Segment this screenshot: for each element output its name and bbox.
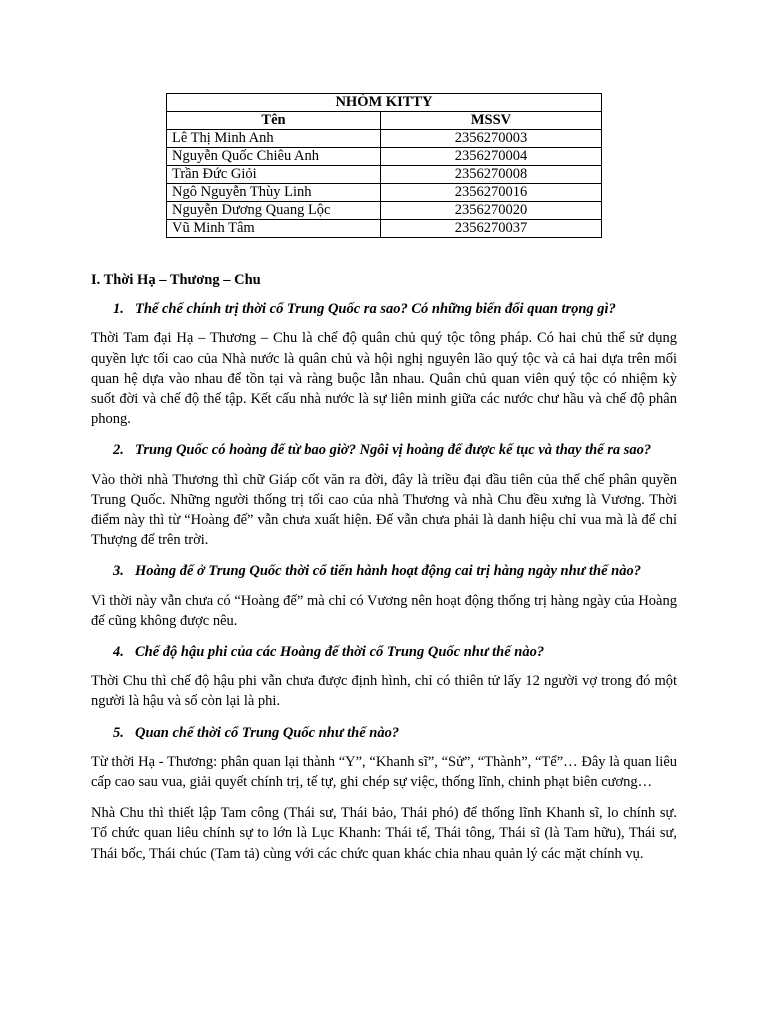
document-body bbox=[91, 270, 677, 875]
table-row bbox=[167, 202, 602, 220]
answer-paragraph: Vì thời này vẫn chưa có “Hoàng đế” mà chỉ có Vương nên hoạt động thống trị hàng ngày của Hoàng đế cũng không được nêu. bbox=[91, 592, 677, 629]
answer-paragraph: Thời Tam đại Hạ – Thương – Chu là chế độ quân chủ quý tộc tông pháp. Có hai chủ thể sử dụng quyền lực tối cao của Nhà nước là quân chủ và hội nghị nguyên lão quý tộc và cả hai dựa trên mối quan hệ dựa vào nhau để tồn tại và ràng buộc lẫn nhau. Quân chủ quan viên quý tộc có nhiệm kỳ suốt đời và chế độ thế tập. Kết cấu nhà nước là sự liên minh giữa các nước chư hầu và chế độ phân phong. bbox=[91, 330, 677, 428]
column-header-student-id: MSSV bbox=[381, 112, 602, 130]
question-number: 1. bbox=[113, 301, 124, 318]
question-heading bbox=[91, 299, 677, 319]
member-student-id: 2356270037 bbox=[381, 220, 602, 238]
member-student-id: 2356270003 bbox=[381, 130, 602, 148]
question-heading bbox=[91, 642, 677, 662]
member-student-id: 2356270004 bbox=[381, 148, 602, 166]
member-name: Nguyễn Quốc Chiêu Anh bbox=[167, 148, 381, 166]
table-row bbox=[167, 184, 602, 202]
question-number: 2. bbox=[113, 442, 124, 459]
question-heading bbox=[91, 723, 677, 743]
answer-paragraph: Vào thời nhà Thương thì chữ Giáp cốt văn ra đời, đây là triều đại đầu tiên của thể chế phân quyền Trung Quốc. Những người thống trị tối cao của nhà Thương và nhà Chu đều xưng là Vương. Thời điểm này thì từ “Hoàng đế” vẫn chưa xuất hiện. Đế vẫn chưa phải là danh hiệu chỉ vua mà là để chỉ Thượng đế trên trời. bbox=[91, 471, 677, 549]
member-name: Vũ Minh Tâm bbox=[167, 220, 381, 238]
member-name: Lê Thị Minh Anh bbox=[167, 130, 381, 148]
member-student-id: 2356270020 bbox=[381, 202, 602, 220]
question-text: Thể chế chính trị thời cổ Trung Quốc ra sao? Có những biến đổi quan trọng gì? bbox=[135, 301, 616, 318]
section-heading: I. Thời Hạ – Thương – Chu bbox=[91, 272, 261, 288]
member-name: Ngô Nguyễn Thùy Linh bbox=[167, 184, 381, 202]
question-text: Hoàng đế ở Trung Quốc thời cổ tiến hành hoạt động cai trị hàng ngày như thế nào? bbox=[135, 563, 641, 580]
answer-paragraph: Từ thời Hạ - Thương: phân quan lại thành “Y”, “Khanh sĩ”, “Sử”, “Thành”, “Tể”… Đây là quan liêu cấp cao sau vua, giải quyết chính trị, tế tự, ghi chép sự việc, thống lĩnh, chinh phạt biên cương… bbox=[91, 753, 677, 791]
member-name: Trần Đức Giỏi bbox=[167, 166, 381, 184]
question-text: Trung Quốc có hoàng đế từ bao giờ? Ngôi vị hoàng đế được kế tục và thay thế ra sao? bbox=[135, 442, 652, 459]
answer-paragraph: Nhà Chu thì thiết lập Tam công (Thái sư, Thái bảo, Thái phó) để thống lĩnh Khanh sĩ, lo chính sự. Tổ chức quan liêu chính sự to lớn là Lục Khanh: Thái tể, Thái tông, Thái sĩ (là Tam hữu), Thái sư, Thái bốc, Thái chúc (Tam tả) cùng với các chức quan khác chia nhau quản lý các mặt chính vụ. bbox=[91, 805, 677, 862]
question-number: 4. bbox=[113, 644, 124, 661]
question-text: Chế độ hậu phi của các Hoàng đế thời cổ Trung Quốc như thế nào? bbox=[135, 644, 545, 661]
question-text: Quan chế thời cổ Trung Quốc như thế nào? bbox=[135, 724, 400, 741]
question-heading bbox=[91, 561, 677, 581]
member-student-id: 2356270016 bbox=[381, 184, 602, 202]
question-number: 5. bbox=[113, 724, 124, 741]
question-number: 3. bbox=[113, 563, 124, 580]
table-row bbox=[167, 130, 602, 148]
member-name: Nguyễn Dương Quang Lộc bbox=[167, 202, 381, 220]
table-row bbox=[167, 148, 602, 166]
table-title: NHÓM KITTY bbox=[167, 94, 602, 112]
table-row bbox=[167, 166, 602, 184]
column-header-name: Tên bbox=[167, 112, 381, 130]
group-members-table bbox=[166, 93, 602, 238]
answer-paragraph: Thời Chu thì chế độ hậu phi vẫn chưa được định hình, chỉ có thiên tử lấy 12 người vợ trong đó một người là hậu và số còn lại là phi. bbox=[91, 673, 677, 710]
table-row bbox=[167, 220, 602, 238]
member-student-id: 2356270008 bbox=[381, 166, 602, 184]
question-heading bbox=[91, 440, 677, 460]
